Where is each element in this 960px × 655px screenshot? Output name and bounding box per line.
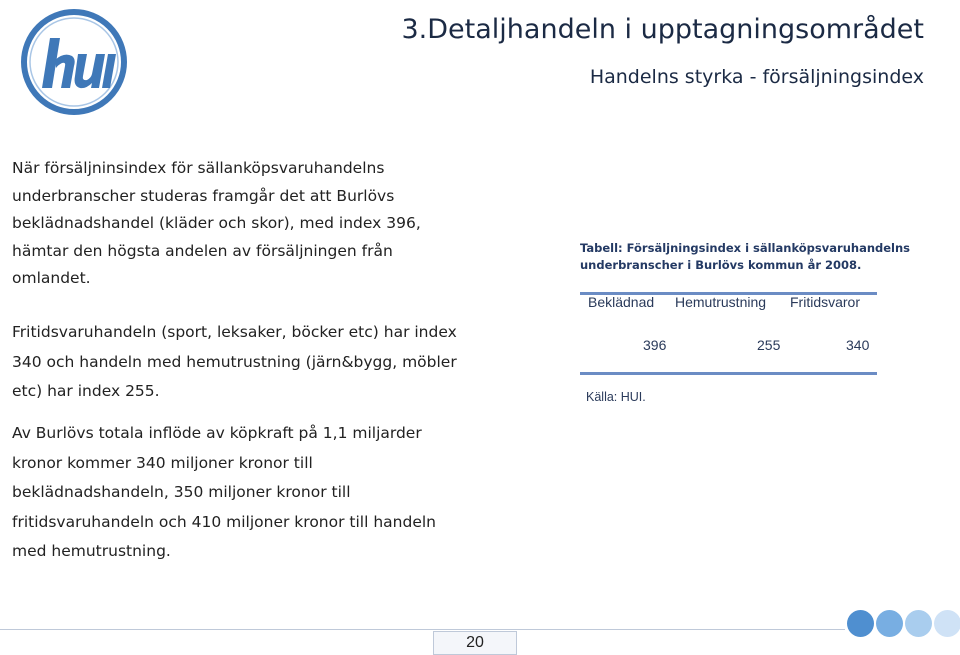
body-paragraph-3: Av Burlövs totala inflöde av köpkraft på 1,1 miljarder kronor kommer 340 miljoner kronor till beklädnadshandeln, 350 miljoner kronor till fritidsvaruhandeln och 410 miljoner kronor till handeln med hemutrustning.: [12, 424, 436, 560]
table-header-row: [580, 294, 877, 314]
index-table: [580, 240, 920, 404]
page-title: 3.Detaljhandeln i upptagningsområdet: [401, 14, 924, 45]
body-paragraph-2: Fritidsvaruhandeln (sport, leksaker, böcker etc) har index 340 och handeln med hemutrustning (järn&bygg, möbler etc) har index 255.: [12, 323, 457, 400]
dot-3: [905, 610, 932, 637]
header-beklädnad: Beklädnad: [588, 294, 655, 310]
page-number: 20: [433, 631, 517, 655]
footer-divider: [0, 629, 845, 630]
dot-2: [876, 610, 903, 637]
hui-logo-icon: [20, 8, 128, 116]
dot-1: [847, 610, 874, 637]
table-rule-bottom: [580, 372, 877, 375]
hui-logo: [20, 8, 128, 116]
value-hemutrustning: 255: [757, 337, 781, 353]
header-fritidsvaror: Fritidsvaror: [790, 294, 861, 310]
table-value-row: [580, 337, 877, 357]
page-subtitle: Handelns styrka - försäljningsindex: [589, 66, 924, 88]
value-fritidsvaror: 340: [846, 337, 870, 353]
table-caption: Tabell: Försäljningsindex i sällanköpsvaruhandelns underbranscher i Burlövs kommun år 2008.: [580, 241, 911, 272]
table-source: Källa: HUI.: [586, 390, 646, 404]
header-hemutrustning: Hemutrustning: [675, 294, 767, 310]
decorative-dots: [846, 606, 960, 642]
value-beklädnad: 396: [643, 337, 667, 353]
dot-4: [934, 610, 960, 637]
body-paragraph-1: När försäljninsindex för sällanköpsvaruhandelns underbranscher studeras framgår det att Burlövs beklädnadshandel (kläder och skor), med index 396, hämtar den högsta andelen av försäljningen från omlandet.: [12, 159, 421, 287]
